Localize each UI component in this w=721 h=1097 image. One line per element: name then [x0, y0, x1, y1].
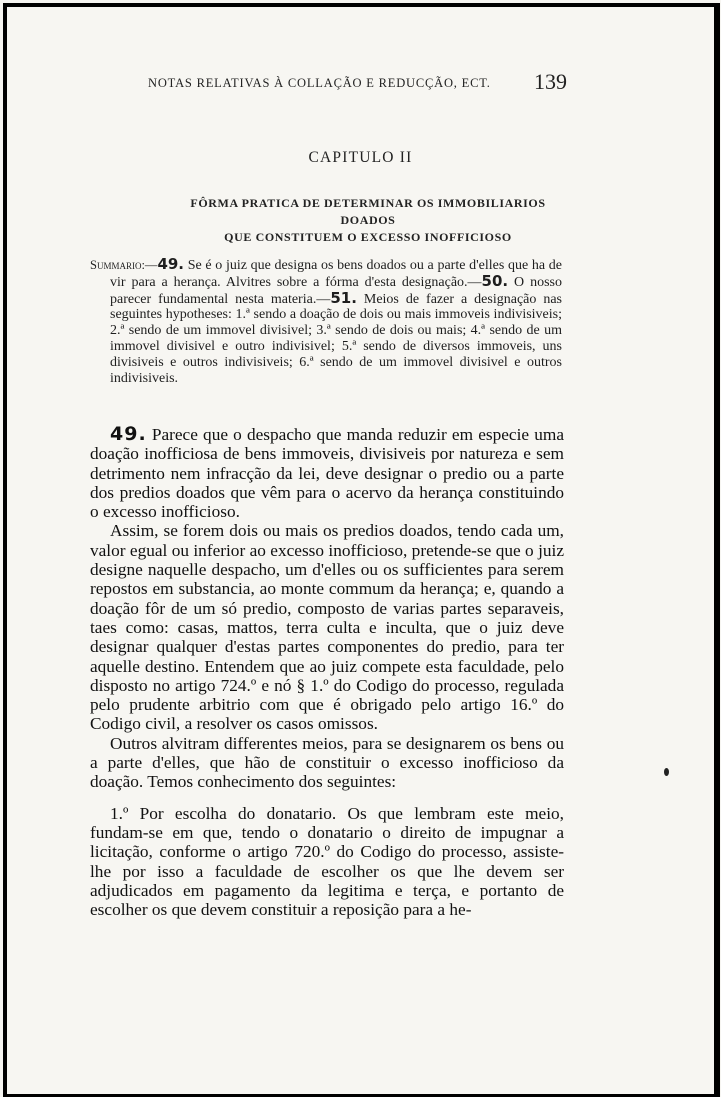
running-head: [148, 69, 568, 94]
body-text: [90, 425, 564, 919]
chapter-title: CAPITULO II: [308, 149, 413, 166]
page-number: 139: [534, 69, 567, 94]
running-title: NOTAS RELATIVAS À COLLAÇÃO E REDUCÇÃO, ECT.: [148, 76, 491, 90]
summary-text-49: Se é o juiz que designa os bens doados ou a parte d'elles que ha de vir para a herança. Alvitres sobre a fórma d'esta designação.—: [110, 258, 562, 290]
margin-ink-mark: [664, 768, 669, 776]
paragraph-3: Outros alvitram differentes meios, para se designarem os bens ou a parte d'elles, que hão de constituir o excesso inofficioso da doação. Temos conhecimento dos seguintes:: [90, 733, 564, 792]
summary-num-49: 49.: [157, 255, 185, 273]
paragraph-4: 1.º Por escolha do donatario. Os que lembram este meio, fundam-se em que, tendo o donatario o direito de impugnar a licitação, conforme o artigo 720.º do Codigo do processo, assiste-lhe por isso a faculdade de escolher os que lhe devem ser adjudicados em pagamento da legitima e terça, e portanto de escolher os que devem constituir a reposição para a he-: [90, 803, 564, 920]
summary-block: [90, 257, 562, 386]
subtitle-line-1: FÔRMA PRATICA DE DETERMINAR OS IMMOBILIARIOS DOADOS: [190, 196, 546, 227]
paragraph-2: Assim, se forem dois ou mais os predios doados, tendo cada um, valor egual ou inferior ao excesso inofficioso, pretende-se que o juiz designe naquelle despacho, um d'elles ou os sufficientes para serem repostos em substancia, ao monte commum da herança; e, quando a doação fôr de um só predio, composto de varias partes separaveis, taes como: casas, mattos, terra culta e inculta, que o juiz deve designar qualquer d'estas partes componentes do predio, para ter aquelle destino. Entendem que ao juiz compete esta faculdade, pelo disposto no artigo 724.º e nó § 1.º do Codigo do processo, regulada pelo prudente arbitrio com que é obrigado pelo artigo 16.º do Codigo civil, a resolver os casos omissos.: [90, 521, 564, 734]
chapter-subtitle: [168, 195, 568, 246]
summary-label: Summario:—: [90, 258, 158, 272]
paragraph-49: [90, 425, 564, 521]
subtitle-line-2: QUE CONSTITUEM O EXCESSO INOFFICIOSO: [224, 230, 512, 244]
summary-num-51: 51.: [330, 288, 357, 307]
paragraph-49-text: Parece que o despacho que manda reduzir em especie uma doação inofficiosa de bens immoveis, divisiveis por natureza e sem detrimento nem infracção da lei, deve designar o predio ou a parte dos predios doados que vêm para o acervo da herança constituindo o excesso inofficioso.: [90, 425, 564, 522]
summary-num-50: 50.: [481, 271, 509, 290]
summary-text-51: Meios de fazer a designação nas seguintes hypotheses: 1.ª sendo a doação de dois ou mais immoveis indivisiveis; 2.ª sendo de um immovel divisivel; 3.ª sendo de dois ou mais; 4.ª sendo de um immovel divisivel e outro indivisivel; 5.ª sendo de diversos immoveis, uns divisiveis e outros indivisiveis; 6.ª sendo de um immovel divisivel e outros indivisiveis.: [110, 291, 563, 386]
summary-text-50: O nosso parecer fundamental nesta materia.—: [110, 274, 562, 307]
paragraph-number-49: 49.: [110, 423, 147, 445]
